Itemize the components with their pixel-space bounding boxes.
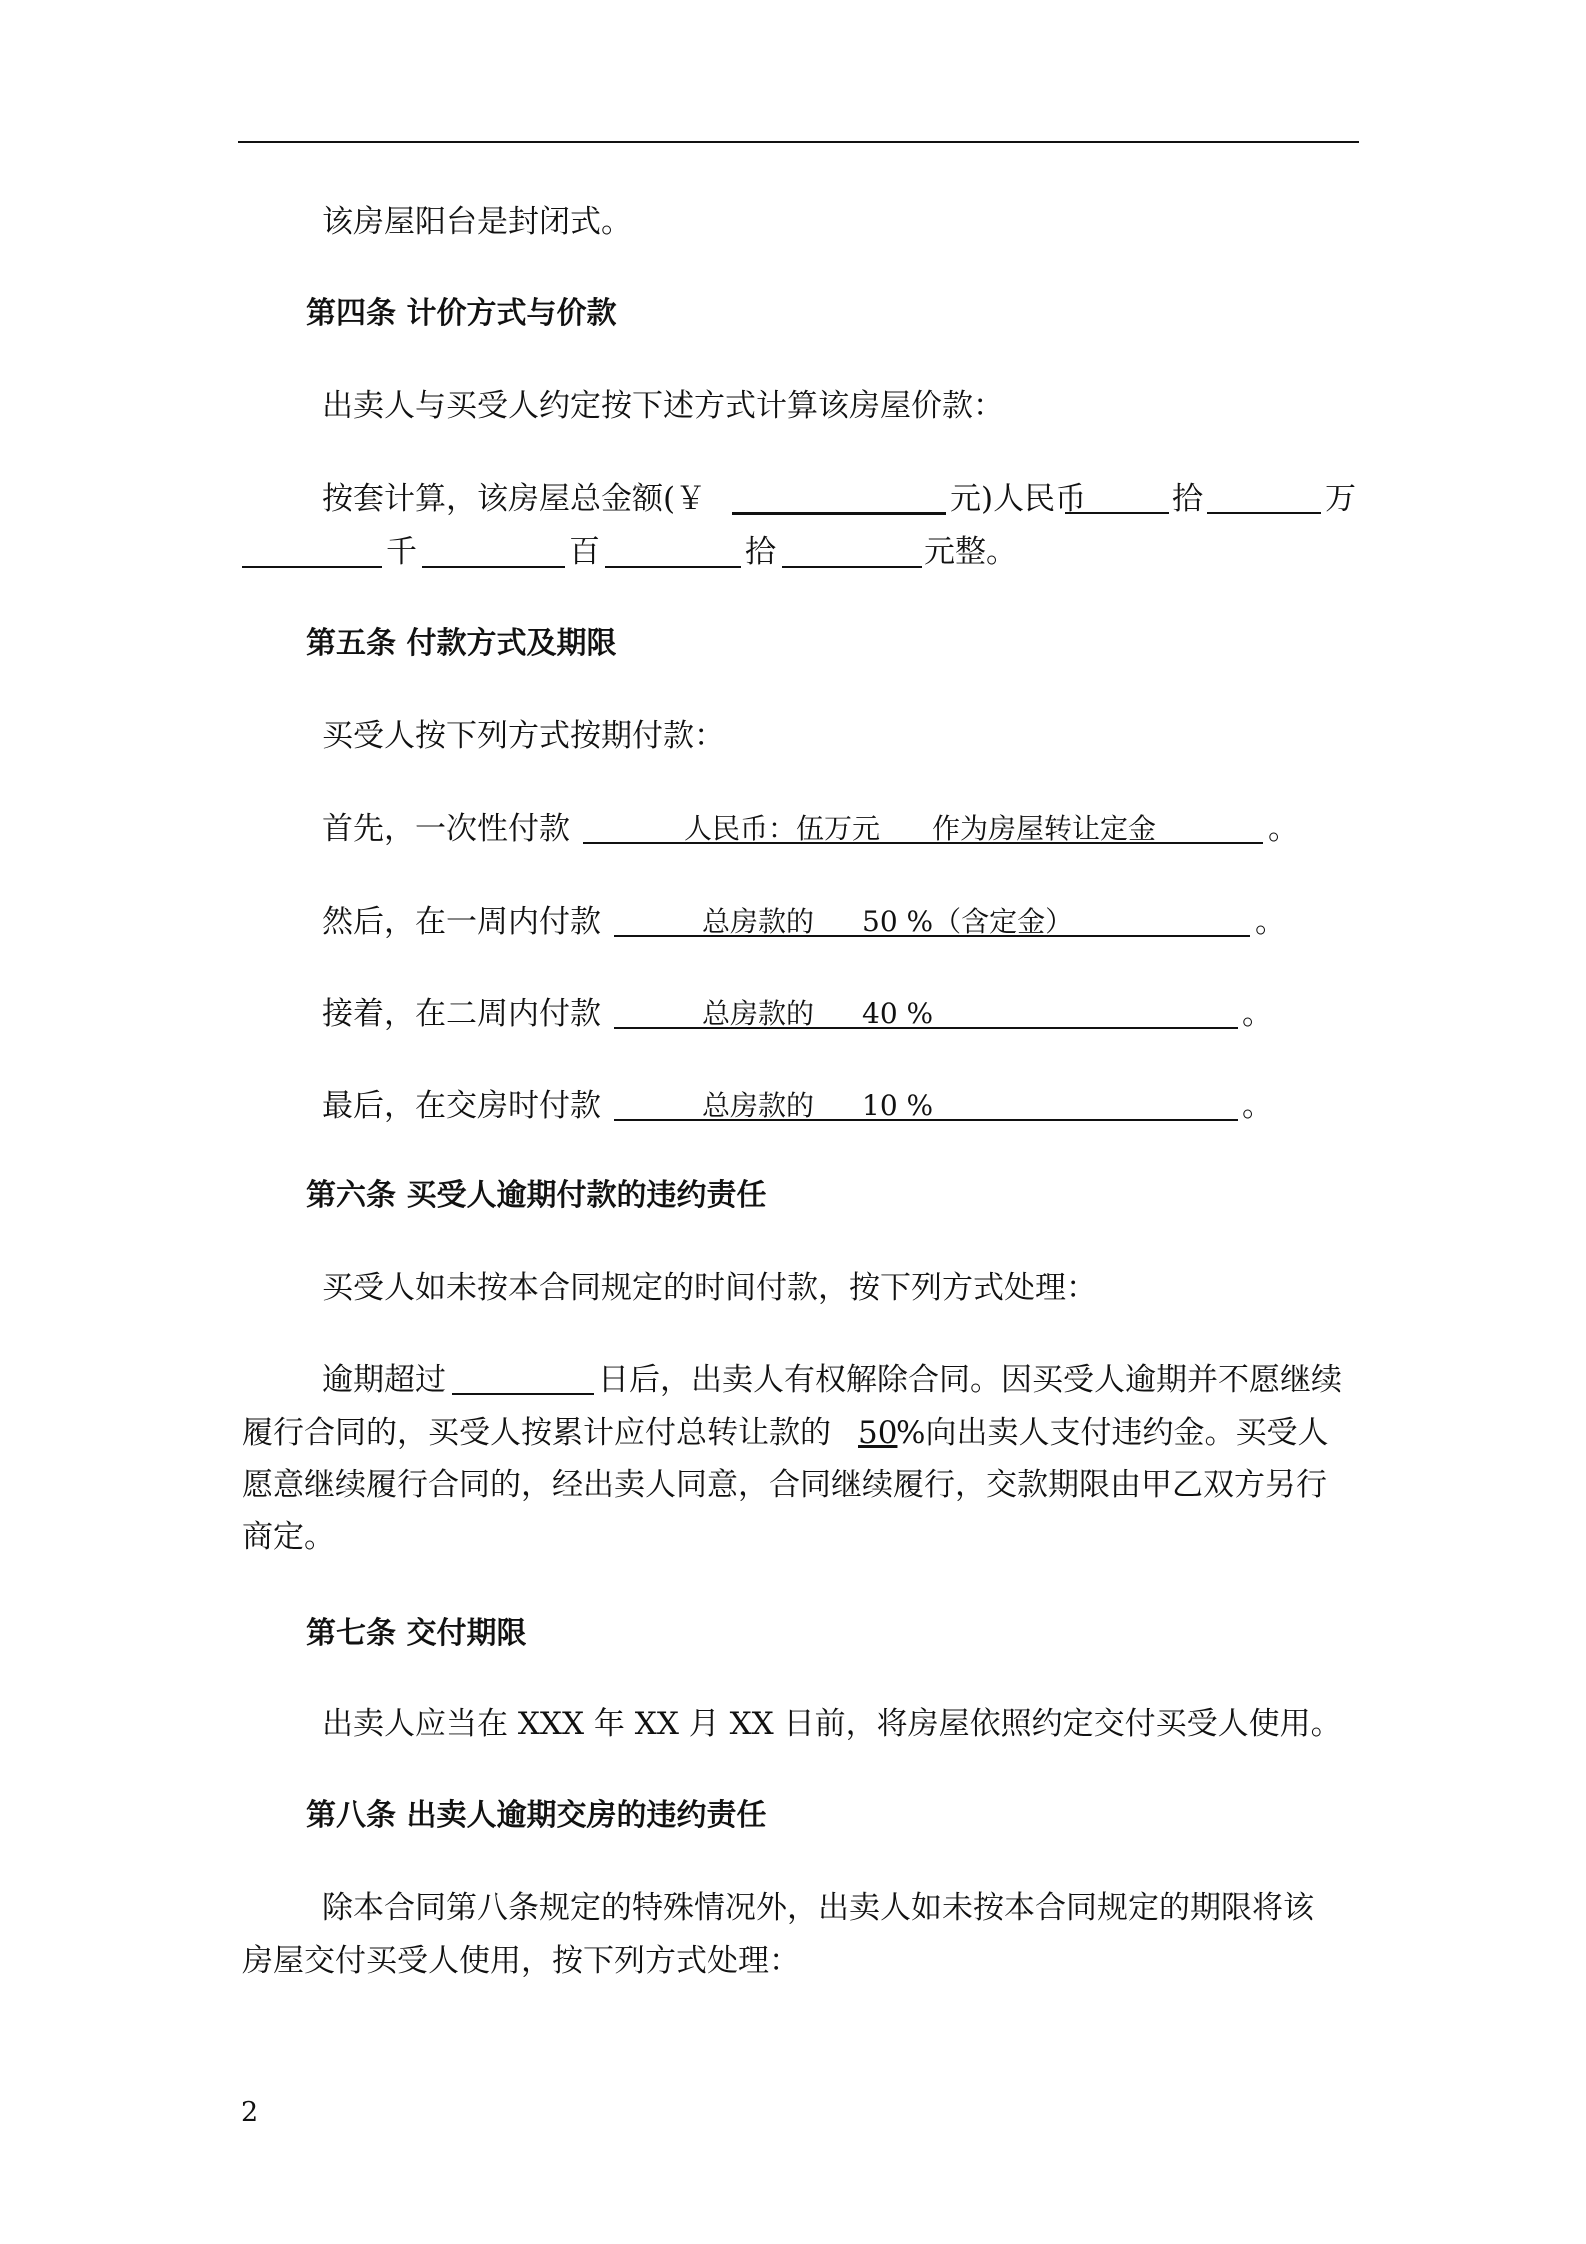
article-8-title: 第八条 出卖人逾期交房的违约责任	[306, 1798, 767, 1833]
article-5-heading	[0, 620, 1586, 668]
overdue-days-blank	[452, 1393, 594, 1395]
payment-4-underline	[614, 1119, 1238, 1121]
article-6-intro-text: 买受人如未按本合同规定的时间付款，按下列方式处理：	[322, 1270, 1097, 1306]
payment-4-value: 总房款的	[702, 1089, 815, 1122]
price-shi2-blank	[605, 566, 741, 568]
payment-1-label: 首先，一次性付款	[322, 811, 570, 847]
article-8-para-line-2	[0, 1937, 1586, 1985]
payment-3-value: 总房款的	[702, 997, 815, 1030]
price-shiwan-blank	[1065, 512, 1169, 514]
payment-2-label: 然后，在一周内付款	[322, 904, 601, 940]
penalty-percent: 50	[858, 1415, 898, 1451]
price-total-label: 按套计算，该房屋总金额(￥	[322, 481, 707, 517]
article-6-para-line-2	[0, 1409, 1586, 1457]
article-5-intro	[0, 712, 1586, 760]
payment-2-underline	[614, 935, 1250, 937]
article-6-para-line-1	[0, 1356, 1586, 1404]
article-5-intro-text: 买受人按下列方式按期付款：	[322, 718, 725, 754]
price-shi-label: 拾	[1172, 481, 1203, 517]
balcony-text: 该房屋阳台是封闭式。	[322, 204, 632, 240]
payment-1-note: 作为房屋转让定金	[932, 812, 1157, 845]
page-number: 2	[241, 2097, 259, 2128]
payment-4-period: 。	[1242, 1088, 1273, 1124]
price-wan-blank	[1207, 512, 1321, 514]
balcony-line	[0, 198, 1586, 246]
article-6-para-line-4	[0, 1513, 1586, 1561]
payment-3-period: 。	[1242, 996, 1273, 1032]
price-yuan-blank	[782, 566, 922, 568]
payment-row-3	[0, 990, 1586, 1038]
payment-1-value: 人民币：伍万元	[684, 812, 881, 845]
penalty-text-b: %向出卖人支付违约金。买受人	[896, 1415, 1329, 1451]
price-wan-label: 万	[1325, 481, 1356, 517]
payment-4-label: 最后，在交房时付款	[322, 1088, 601, 1124]
article-5-title: 第五条 付款方式及期限	[306, 626, 617, 661]
article-8-para-text-2: 房屋交付买受人使用，按下列方式处理：	[242, 1943, 800, 1979]
overdue-text: 日后，出卖人有权解除合同。因买受人逾期并不愿继续	[598, 1362, 1342, 1398]
payment-row-4	[0, 1082, 1586, 1130]
price-yuanzheng-label: 元整。	[924, 534, 1017, 570]
payment-3-label: 接着，在二周内付款	[322, 996, 601, 1032]
article-4-intro	[0, 382, 1586, 430]
overdue-label: 逾期超过	[322, 1362, 446, 1398]
payment-2-percent: 50 %（含定金）	[862, 905, 1074, 938]
header-rule	[238, 141, 1359, 143]
payment-row-2	[0, 898, 1586, 946]
article-6-title: 第六条 买受人逾期付款的违约责任	[306, 1178, 767, 1213]
payment-row-1	[0, 805, 1586, 853]
article-4-heading	[0, 290, 1586, 338]
price-line-2	[0, 528, 1586, 576]
article-8-para-text-1: 除本合同第八条规定的特殊情况外，出卖人如未按本合同规定的期限将该	[322, 1890, 1314, 1926]
article-4-title: 第四条 计价方式与价款	[306, 296, 617, 331]
article-7-body-text: 出卖人应当在 XXX 年 XX 月 XX 日前，将房屋依照约定交付买受人使用。	[322, 1706, 1342, 1742]
article-6-para-text-4: 商定。	[242, 1519, 335, 1555]
article-8-para-line-1	[0, 1884, 1586, 1932]
penalty-text-a: 履行合同的，买受人按累计应付总转让款的	[242, 1415, 831, 1451]
article-6-heading	[0, 1172, 1586, 1220]
payment-4-percent: 10 %	[862, 1089, 934, 1122]
article-6-para-line-3	[0, 1461, 1586, 1509]
article-4-intro-text: 出卖人与买受人约定按下述方式计算该房屋价款：	[322, 388, 1004, 424]
price-amount-blank	[732, 512, 946, 515]
payment-2-period: 。	[1255, 904, 1286, 940]
article-8-heading	[0, 1792, 1586, 1840]
price-qian-blank	[242, 566, 382, 568]
price-line-1	[0, 475, 1586, 523]
article-7-body	[0, 1700, 1586, 1748]
payment-3-percent: 40 %	[862, 997, 934, 1030]
price-shi2-label: 拾	[745, 534, 776, 570]
article-7-title: 第七条 交付期限	[306, 1616, 527, 1651]
article-7-heading	[0, 1610, 1586, 1658]
article-6-para-text-3: 愿意继续履行合同的，经出卖人同意，合同继续履行，交款期限由甲乙双方另行	[242, 1467, 1327, 1503]
article-6-intro	[0, 1264, 1586, 1312]
price-bai-label: 百	[569, 534, 600, 570]
payment-1-period: 。	[1268, 811, 1299, 847]
price-rmb-label: 元)人民币	[950, 481, 1087, 517]
payment-3-underline	[614, 1027, 1238, 1029]
price-bai-blank	[422, 566, 565, 568]
payment-2-value: 总房款的	[702, 905, 815, 938]
price-qian-label: 千	[386, 534, 417, 570]
payment-1-underline	[583, 842, 1263, 844]
